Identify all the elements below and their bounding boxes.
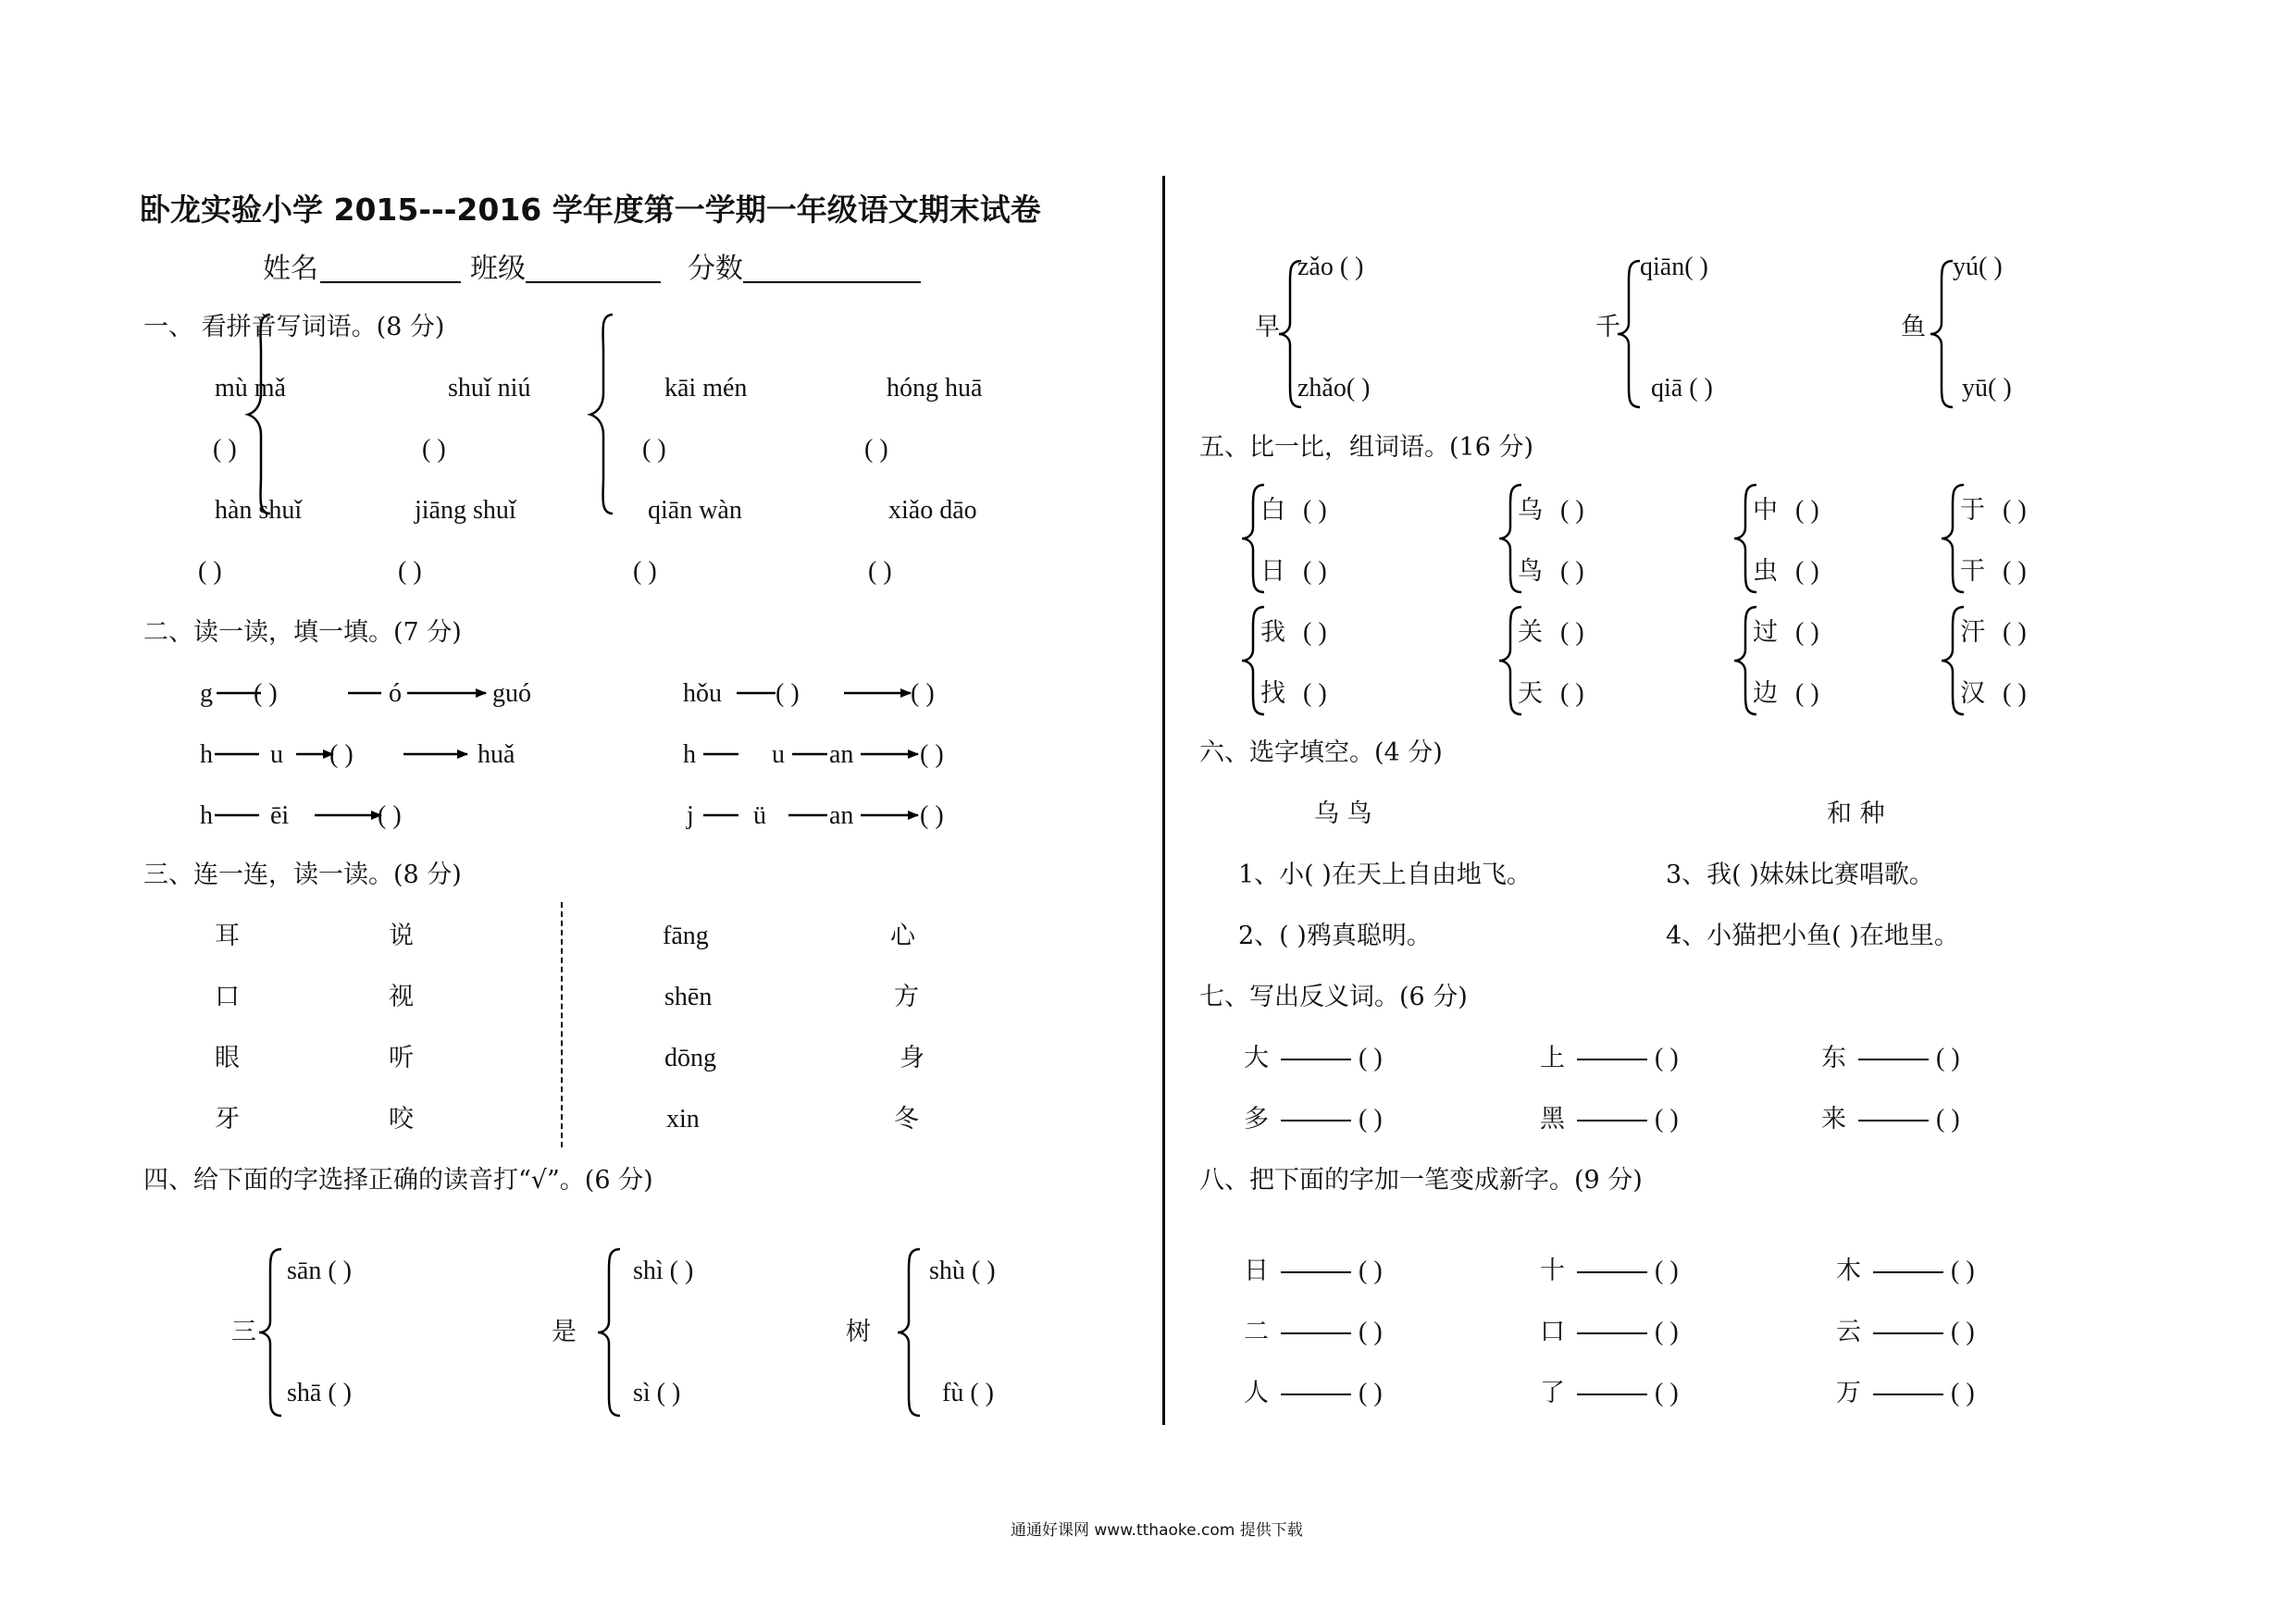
- answer-paren[interactable]: ( ): [378, 801, 402, 830]
- answer-paren[interactable]: ( ): [1951, 1318, 1975, 1346]
- answer-paren[interactable]: ( ): [422, 435, 446, 464]
- compare-char: 汉: [1960, 679, 1985, 708]
- antonym-line: [1577, 1059, 1647, 1060]
- pronounce-option[interactable]: fù ( ): [942, 1379, 994, 1407]
- answer-paren[interactable]: ( ): [1795, 557, 1819, 586]
- stroke-char: 万: [1836, 1379, 1861, 1407]
- brace: [259, 1249, 281, 1416]
- pinyin: hóng huā: [887, 374, 983, 403]
- answer-paren[interactable]: ( ): [329, 740, 354, 769]
- connect-char: 眼: [215, 1044, 240, 1072]
- fill-question[interactable]: 3、我( )妹妹比赛唱歌。: [1666, 861, 1934, 889]
- connect-char: 听: [389, 1044, 414, 1072]
- brace: [1618, 261, 1640, 407]
- connect-char: 口: [215, 983, 240, 1011]
- section-2-heading: 二、读一读，填一填。(7 分): [143, 618, 462, 647]
- compare-char: 鸟: [1518, 557, 1543, 586]
- answer-paren[interactable]: ( ): [2003, 679, 2027, 708]
- pronounce-option[interactable]: shì ( ): [633, 1257, 694, 1285]
- answer-paren[interactable]: ( ): [2003, 618, 2027, 647]
- pronounce-char: 鱼: [1901, 313, 1926, 341]
- compare-char: 干: [1960, 557, 1985, 586]
- pinyin: qiān wàn: [648, 496, 742, 525]
- class-label: 班级: [470, 253, 526, 285]
- answer-paren[interactable]: ( ): [2003, 557, 2027, 586]
- brace: [1930, 261, 1953, 407]
- pinyin-part: guó: [492, 679, 531, 708]
- pinyin-part: u: [270, 740, 283, 769]
- page-title: 卧龙实验小学 2015---2016 学年度第一学期一年级语文期末试卷: [140, 192, 1041, 228]
- answer-paren[interactable]: ( ): [776, 679, 800, 708]
- compare-char: 边: [1753, 679, 1778, 708]
- pinyin-part: hǒu: [683, 679, 722, 708]
- answer-paren[interactable]: ( ): [864, 435, 888, 464]
- pronounce-option[interactable]: qiān( ): [1640, 253, 1708, 281]
- answer-paren[interactable]: ( ): [1359, 1318, 1383, 1346]
- pinyin: kāi mén: [664, 374, 748, 403]
- answer-paren[interactable]: ( ): [1655, 1044, 1679, 1072]
- connect-char: 视: [389, 983, 414, 1011]
- answer-paren[interactable]: ( ): [1359, 1044, 1383, 1072]
- connect-pinyin: xin: [666, 1105, 700, 1134]
- connect-pinyin: shēn: [664, 983, 713, 1011]
- antonym-char: 上: [1540, 1044, 1565, 1072]
- section-7-heading: 七、写出反义词。(6 分): [1199, 983, 1468, 1011]
- pinyin: hàn shuǐ: [215, 496, 303, 525]
- score-label: 分数: [688, 253, 743, 285]
- section-1-heading: 一、 看拼音写词语。(8 分): [143, 313, 445, 341]
- answer-paren[interactable]: ( ): [1936, 1105, 1960, 1134]
- answer-paren[interactable]: ( ): [868, 557, 892, 586]
- pinyin-part: h: [200, 740, 213, 769]
- antonym-char: 东: [1821, 1044, 1846, 1072]
- connect-char: 心: [890, 922, 915, 950]
- answer-paren[interactable]: ( ): [1936, 1044, 1960, 1072]
- antonym-line: [1858, 1059, 1929, 1060]
- stroke-line: [1281, 1271, 1351, 1273]
- fill-question[interactable]: 2、( )鸦真聪明。: [1238, 922, 1432, 950]
- pronounce-char: 千: [1595, 313, 1620, 341]
- name-label: 姓名: [263, 253, 318, 285]
- stroke-line: [1577, 1332, 1647, 1334]
- pronounce-option[interactable]: qiā ( ): [1651, 374, 1713, 403]
- connect-char: 说: [389, 922, 414, 950]
- stroke-char: 二: [1244, 1318, 1269, 1346]
- antonym-line: [1577, 1120, 1647, 1121]
- connect-char: 方: [894, 983, 919, 1011]
- pronounce-option[interactable]: yū( ): [1962, 374, 2012, 403]
- pinyin-part: an: [829, 801, 854, 830]
- stroke-char: 人: [1244, 1379, 1269, 1407]
- pronounce-option[interactable]: zhǎo( ): [1297, 374, 1371, 403]
- answer-paren[interactable]: ( ): [1655, 1379, 1679, 1407]
- compare-char: 日: [1260, 557, 1285, 586]
- brace: [898, 1249, 920, 1416]
- antonym-char: 黑: [1540, 1105, 1565, 1134]
- answer-paren[interactable]: ( ): [254, 679, 278, 708]
- answer-paren[interactable]: ( ): [1655, 1318, 1679, 1346]
- answer-paren[interactable]: ( ): [1560, 679, 1584, 708]
- connect-pinyin: dōng: [664, 1044, 716, 1072]
- answer-paren[interactable]: ( ): [1359, 1105, 1383, 1134]
- answer-paren[interactable]: ( ): [1560, 496, 1584, 525]
- compare-char: 乌: [1518, 496, 1543, 525]
- choice-options: 和 种: [1827, 799, 1885, 828]
- antonym-line: [1281, 1120, 1351, 1121]
- answer-paren[interactable]: ( ): [1795, 618, 1819, 647]
- pinyin-part: h: [683, 740, 696, 769]
- compare-char: 过: [1753, 618, 1778, 647]
- brace: [598, 1249, 620, 1416]
- answer-paren[interactable]: ( ): [1951, 1379, 1975, 1407]
- answer-paren[interactable]: ( ): [642, 435, 666, 464]
- antonym-char: 来: [1821, 1105, 1846, 1134]
- answer-paren[interactable]: ( ): [198, 557, 222, 586]
- pronounce-option[interactable]: shā ( ): [287, 1379, 352, 1407]
- answer-paren[interactable]: ( ): [1655, 1257, 1679, 1285]
- compare-char: 白: [1260, 496, 1285, 525]
- pronounce-char: 树: [846, 1318, 871, 1346]
- section-4-heading: 四、给下面的字选择正确的读音打“√”。(6 分): [143, 1166, 653, 1195]
- connect-char: 咬: [389, 1105, 414, 1134]
- connect-pinyin: fāng: [663, 922, 709, 950]
- answer-paren[interactable]: ( ): [1359, 1379, 1383, 1407]
- stroke-line: [1873, 1394, 1943, 1395]
- connect-char: 牙: [215, 1105, 240, 1134]
- pronounce-option[interactable]: sān ( ): [287, 1257, 352, 1285]
- pinyin: xiǎo dāo: [888, 496, 977, 525]
- antonym-line: [1858, 1120, 1929, 1121]
- compare-char: 我: [1260, 618, 1285, 647]
- answer-paren[interactable]: ( ): [1359, 1257, 1383, 1285]
- answer-paren[interactable]: ( ): [213, 435, 237, 464]
- stroke-char: 木: [1836, 1257, 1861, 1285]
- compare-char: 虫: [1753, 557, 1778, 586]
- pronounce-option[interactable]: zǎo ( ): [1297, 253, 1364, 281]
- pronounce-char: 是: [552, 1318, 577, 1346]
- fill-question[interactable]: 4、小猫把小鱼( )在地里。: [1666, 922, 1959, 950]
- stroke-line: [1873, 1332, 1943, 1334]
- pinyin-part: h: [200, 801, 213, 830]
- stroke-char: 云: [1836, 1318, 1861, 1346]
- compare-char: 中: [1753, 496, 1778, 525]
- pronounce-char: 三: [231, 1318, 256, 1346]
- stroke-line: [1873, 1271, 1943, 1273]
- section-6-heading: 六、选字填空。(4 分): [1199, 738, 1443, 767]
- pinyin-part: j: [687, 801, 694, 830]
- stroke-char: 口: [1540, 1318, 1565, 1346]
- answer-paren[interactable]: ( ): [1560, 618, 1584, 647]
- answer-paren[interactable]: ( ): [1560, 557, 1584, 586]
- brace: [1279, 261, 1301, 407]
- answer-paren[interactable]: ( ): [633, 557, 657, 586]
- answer-paren[interactable]: ( ): [1951, 1257, 1975, 1285]
- stroke-char: 十: [1540, 1257, 1565, 1285]
- pinyin-part: ü: [753, 801, 766, 830]
- answer-paren[interactable]: ( ): [920, 801, 944, 830]
- fill-question[interactable]: 1、小( )在天上自由地飞。: [1238, 861, 1532, 889]
- stroke-char: 了: [1540, 1379, 1565, 1407]
- answer-paren[interactable]: ( ): [398, 557, 422, 586]
- pinyin-part: an: [829, 740, 854, 769]
- pinyin: jiāng shuǐ: [415, 496, 516, 525]
- pinyin-part: ēi: [270, 801, 290, 830]
- antonym-char: 大: [1244, 1044, 1269, 1072]
- connect-char: 身: [900, 1044, 925, 1072]
- pinyin: mù mǎ: [215, 374, 286, 403]
- stroke-line: [1577, 1394, 1647, 1395]
- answer-paren[interactable]: ( ): [1795, 679, 1819, 708]
- answer-paren[interactable]: ( ): [1303, 618, 1327, 647]
- stroke-line: [1281, 1332, 1351, 1334]
- section-8-heading: 八、把下面的字加一笔变成新字。(9 分): [1199, 1166, 1643, 1195]
- answer-paren[interactable]: ( ): [1303, 557, 1327, 586]
- pinyin-part: huǎ: [478, 740, 515, 769]
- answer-paren[interactable]: ( ): [2003, 496, 2027, 525]
- pinyin-part: u: [772, 740, 785, 769]
- pinyin: shuǐ niú: [448, 374, 531, 403]
- answer-paren[interactable]: ( ): [1303, 496, 1327, 525]
- answer-paren[interactable]: ( ): [1655, 1105, 1679, 1134]
- pronounce-option[interactable]: shù ( ): [929, 1257, 996, 1285]
- compare-char: 汗: [1960, 618, 1985, 647]
- compare-char: 找: [1260, 679, 1285, 708]
- connect-char: 耳: [215, 922, 240, 950]
- answer-paren[interactable]: ( ): [911, 679, 935, 708]
- section-5-heading: 五、比一比，组词语。(16 分): [1199, 433, 1534, 462]
- page-footer: 通通好课网 www.tthaoke.com 提供下载: [1011, 1521, 1303, 1540]
- pronounce-option[interactable]: yú( ): [1953, 253, 2003, 281]
- compare-char: 天: [1518, 679, 1543, 708]
- stroke-line: [1281, 1394, 1351, 1395]
- answer-paren[interactable]: ( ): [1303, 679, 1327, 708]
- choice-options: 乌 鸟: [1314, 799, 1372, 828]
- pronounce-char: 早: [1255, 313, 1280, 341]
- pinyin-part: g: [200, 679, 213, 708]
- answer-paren[interactable]: ( ): [920, 740, 944, 769]
- stroke-char: 日: [1244, 1257, 1269, 1285]
- answer-paren[interactable]: ( ): [1795, 496, 1819, 525]
- pronounce-option[interactable]: sì ( ): [633, 1379, 681, 1407]
- section-3-heading: 三、连一连，读一读。(8 分): [143, 861, 462, 889]
- compare-char: 关: [1518, 618, 1543, 647]
- pinyin-part: ó: [389, 679, 402, 708]
- antonym-line: [1281, 1059, 1351, 1060]
- stroke-line: [1577, 1271, 1647, 1273]
- antonym-char: 多: [1244, 1105, 1269, 1134]
- connect-char: 冬: [894, 1105, 919, 1134]
- compare-char: 于: [1960, 496, 1985, 525]
